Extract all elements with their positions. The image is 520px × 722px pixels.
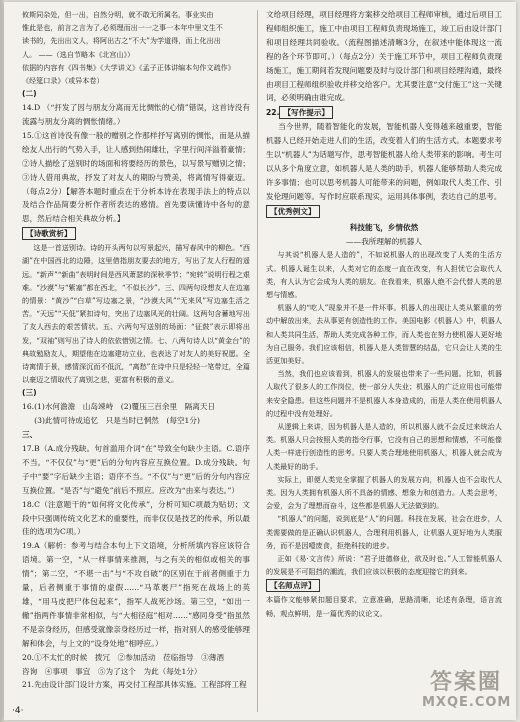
answer-16-line2: (3)此情可待成追忆 只是当时已惘然 (每空1分) [34, 416, 200, 426]
essay-paragraph: 实际上，即便人类完全掌握了机器人的发展方向，机器人也不会取代人类。因为人类拥有机器人所不具备的情感、想象力和创造力。人类会思考，会爱，会为了理想而奋斗，这些都是机器人无法做到的。 [266, 474, 502, 511]
essay-paragraph: 机器人的“吃人”现象并不是一件坏事。机器人的出现让人类从繁重的劳动中解放出来，去从事更有创造性的工作。美国电影《机器人》中，机器人和人类共同生活，帮助人类完成各种工作，而人类也在努力使机器人更好地为自己服务。我们应该相信，机器人是人类智慧的结晶，它只会让人类的生活更加美好。 [266, 303, 502, 366]
answer-14: 14.D （“扞发了因与朋友分离而无比惆怅的心情”错误，这首诗没有流露与朋友分离的惆怅情绪。） [22, 103, 250, 127]
essay-subtitle: ——我所理解的机器人 [346, 236, 422, 246]
translation-line: 读书的，先出出文人，将阿出古之“不大”为学道得，而上化出出 [22, 36, 221, 46]
poem-analysis-box: 【诗歌赏析】 [22, 227, 76, 240]
teacher-comment-box: 【名师点评】 [266, 579, 320, 592]
answer-15: 15.①这首诗没有像一般的赠别之作那样抒写离别的惆怅，而是从描绘友人出行的气势入手，让人感到热闹雄壮，字里行间洋溢着豪情；②诗人描绘了送别时的场面和将要经历的景色，以写景写赠别之情；③诗人借用典故，抒发了对友人的期盼与赞美，将离情写得豪迈。（每点2分）【解答本题时重点在于分析本诗在表现手法上的特点以及结合作品简要分析作者所表达的感情。首先要读懂诗中各句的意思，然后结合相关典故分析。】 [22, 130, 250, 224]
watermark-text-cn: 答案圈 [429, 670, 502, 695]
answer-20-line1: 20.①不太忙的时候 拨冗 ②参加活动 莅临指导 ③薄酒 [22, 652, 232, 662]
essay-paragraph: 从逻辑上来讲，因为机器人是人造的，所以机器人就不会反过来统治人类。机器人只会按照人类的指令行事，它没有自己的思想和情感，不可能像人类一样进行创造性的思考。只要人类合理地使用机器人，机器人就会成为人类最好的助手。 [266, 422, 502, 471]
answer-21-continued: 文给项目经理，项目经理将方案移交给项目工程师审核，通过后项目工程师组织施工，施工中由项目工程师负责现场施工，竣工后由设计部门和项目经理共同验收。（流程图描述清晰3分，在叙述中能体现这一流程的各个环节即可。）（每点2分）关于施工环节中，项目工程师负责现场施工，施工期间若发现问题要及时与设计部门和项目经理沟通，最终由项目工程师组织验收并移交给客户。尤其要注意“交付施工”这一关键词，必须明确由谁完成。 [266, 10, 502, 103]
left-column [22, 8, 250, 692]
writing-tips-box: 【写作提示】 [279, 106, 333, 119]
page-number: ·4· [12, 706, 24, 716]
answer-19: 19.A（解析：参考与结合本句上下文语境，分析所填内容应该符合语境。第一空，“从一样事情来推测，与之有关的相似或相关的事情”；第二空，“不堪一击”与“不攻自破”的区别在于前者侧重于力量，后者侧重于事情的虚假……“马革裹尸”指死在战场上的英雄，“用马皮把尸体包起来”，指军人战死沙场。第三空，“如出一辙”指两件事情非常相似，与“大相径庭”相对……“感同身受”指虽然不是亲身经历，但感受就像亲身经历过一样，指对别人的感受能够理解和体会，与上文的“设身处地”相呼应。） [22, 541, 250, 648]
answer-20-line2: 咨询 ④事项 事宜 ⑤为了这个 为此（每处1分） [22, 666, 202, 676]
teacher-comment-text: 本篇作文能够紧扣题目要求，立意准确，思路清晰，论述有条理，语言流畅，观点鲜明，是一篇优秀的议论文。 [266, 595, 502, 618]
essay-paragraph: “机器人”的问题，说到底是“人”的问题。科技在发展，社会在进步，人类需要做的是正确认识机器人，合理利用机器人，让机器人更好地为人类服务，而不是因噎废食，拒绝科技的进步。 [266, 514, 502, 550]
answer-18: 18.C（注意题干的“如何将文化传承”，分析可知C项最为贴切；文段中只强调传统文化艺术的重要性，而非仅仅是技艺的传承，所以最佳的选项为C项。） [22, 499, 250, 537]
essay-paragraph: 当然，我们也应该看到，机器人的发展也带来了一些问题。比如，机器人取代了很多人的工作岗位，使一部分人失业；机器人的广泛应用也可能带来安全隐患。但这些问题并不是机器人本身造成的，而是人类在使用机器人的过程中没有处理好。 [266, 369, 502, 418]
translation-line: 惟此是也，前言之言为了,必须理而出一一之事一本年中里文生不 [22, 23, 223, 33]
section-2-heading: (二) [22, 89, 37, 99]
answer-page [4, 2, 516, 720]
section-3-heading: (三) [22, 388, 37, 398]
column-divider [257, 10, 258, 712]
essay-body [266, 248, 502, 578]
part-three-heading: 三、 [22, 430, 38, 440]
translation-line: 《经筵口录》（或异本卷） [22, 76, 104, 86]
sample-essay-box: 【优秀例文】 [266, 205, 320, 218]
essay-paragraph: 与其说“机器人是人造的”，不如说机器人的出现改变了人类的生活方式。机器人诞生以来，人类对它的态度一直在改变，有人担忧它会取代人类，有人认为它会成为人类的朋友。在我看来，机器人绝不会代替人类的思想与情感。 [266, 250, 502, 300]
right-column [266, 8, 502, 620]
translation-line: 人。 ——（选自节略本《北宫山》） [22, 49, 135, 59]
answer-16-line1: 16.(1)水何澹澹 山岛竦峙 (2)覆压三百余里 隔离天日 [22, 402, 216, 412]
watermark-text-en: MXQE.COM [422, 695, 512, 710]
translation-fragment [22, 8, 250, 87]
translation-line: 攸斯同杂处，但一出，自然分明，就不敢无所属名，事业实由 [22, 10, 214, 19]
answer-21: 21.先由设计部门设计方案，再交付工程部具体实施。工程部将工程 [22, 680, 247, 690]
translation-line: 依据的内容有《四书集》《大学讲义》《孟子正体讲编本句作文疏作》 [22, 62, 235, 72]
answer-17: 17.B（A.成分残缺。句首滥用介词“在”导致全句缺少主语。C.语序不当。“不仅仅”与“更”后的分句内容应互换位置。D.成分残缺。句子中“要”字后缺少主语；语序不当。“不仅”与“更”后的分句内容应互换位置。“是否”与“避免”前后不照应。应改为“由来与表达。”） [22, 444, 250, 495]
poem-analysis-text: 这是一首送别诗。诗的开头两句以写景起兴，描写春风中的柳色。“西湖”在中国西北的边陲，这里借指朋友要去的地方，写出了友人行程的遥远。“新声”“新曲”表明时间是西风萧瑟的深秋季节；“宛转”说明行程之艰难。“沙漠”与“紫塞”都在西北，“不似长沙”。三、四两句设想友人在边塞的情景：“黄沙”“白草”写边塞之景，“沙漠大风”“无来风”写边塞生活之苦。“天远”“天低”紧扣诗句，突出了边塞风光的壮阔。这两句含蓄地写出了友人西去的艰苦情状。五、六两句写送别的场面：“征鼓”表示即将出发，“双袖”则写出了诗人的依依惜别之情。七、八两句诗人以“黄金台”的典故勉励友人，期望他在边塞建功立业，也表达了对友人的美好祝愿。全诗寓情于景，感情深沉而不低沉，“离愁”在诗中只是轻轻一笔带过，全篇以豪迈之情取代了离别之悲，更富有积极的意义。 [22, 243, 250, 385]
answer-22-label: 22. [266, 108, 280, 118]
essay-paragraph: 正如《易·文言传》所说：“君子进德修业，欲及时也。”人工智能机器人的发展是不可阻挡的潮流，我们应该以积极的态度迎接它的到来。 [266, 554, 502, 577]
watermark-logo [422, 670, 510, 714]
writing-tips-text: 当今世界，随着智能化的发展，智能机器人变得越来越重要，智能机器人已经开始走进人们的生活，改变着人们的生活方式。本题要求考生以“机器人”为话题写作，思考智能机器人给人类带来的影响。考生可以从多个角度立意，如机器人是人类的助手，机器人能够帮助人类完成许多事情；也可以思考机器人可能带来的问题，例如取代人类工作、引发伦理问题等。写作时应联系现实，运用具体事例，表达自己的思考。 [266, 122, 502, 201]
essay-title: 科技能飞，乡情依然 [349, 222, 419, 232]
